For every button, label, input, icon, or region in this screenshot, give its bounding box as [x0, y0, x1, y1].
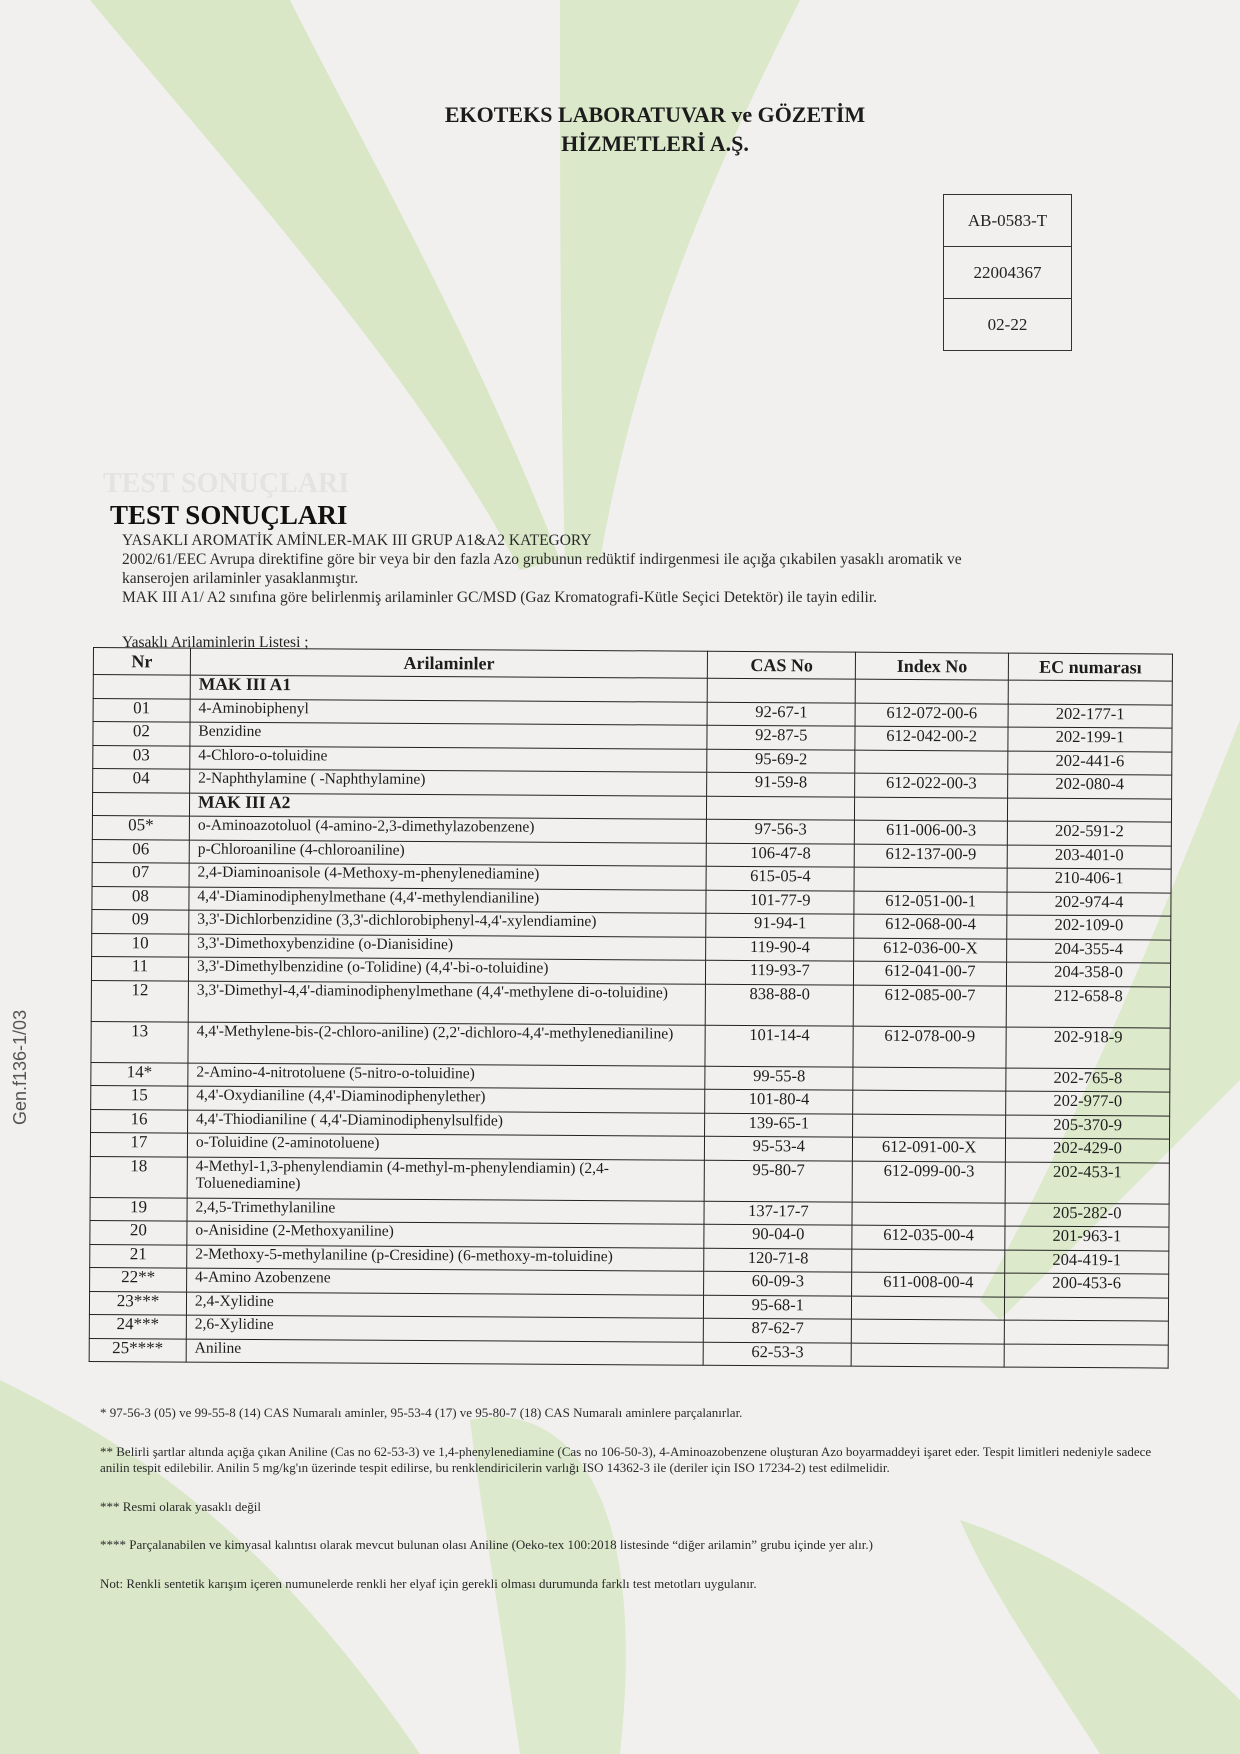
cell-index: 612-078-00-9 — [853, 1026, 1006, 1068]
cell-nr: 03 — [93, 745, 190, 769]
cell-index: 612-035-00-4 — [852, 1225, 1005, 1249]
cell-index — [855, 750, 1008, 774]
cell-index — [852, 1296, 1005, 1320]
cell-index: 611-008-00-4 — [852, 1272, 1005, 1296]
cell-name: o-Toluidine (2-aminotoluene) — [187, 1133, 705, 1160]
header-arilaminler: Arilaminler — [190, 648, 708, 678]
footnote-1: * 97-56-3 (05) ve 99-55-8 (14) CAS Numaralı aminler, 95-53-4 (17) ve 95-80-7 (18) CAS Numaralı aminlere parçalanırlar. — [100, 1405, 743, 1420]
cell-cas: 101-77-9 — [706, 890, 854, 914]
cell-name: 3,3'-Dimethoxybenzidine (o-Dianisidine) — [189, 934, 707, 961]
cell-index: 612-041-00-7 — [854, 961, 1007, 985]
cell-ec: 202-453-1 — [1005, 1162, 1169, 1204]
cell-cas: 101-14-4 — [705, 1025, 853, 1067]
cell-ec — [1004, 1344, 1168, 1369]
cell-name: 4,4'-Oxydianiline (4,4'-Diaminodiphenylether) — [188, 1086, 706, 1113]
cell-cas: 838-88-0 — [706, 984, 854, 1026]
cell-ec: 202-080-4 — [1008, 774, 1172, 799]
cell-nr: 24*** — [89, 1314, 186, 1338]
cell-nr: 21 — [90, 1244, 187, 1268]
cell-ec: 204-355-4 — [1007, 939, 1171, 964]
empty-cell — [707, 796, 855, 820]
cell-name: 2-Amino-4-nitrotoluene (5-nitro-o-toluidine) — [188, 1063, 706, 1090]
cell-index: 612-022-00-3 — [855, 773, 1008, 797]
cell-cas: 95-69-2 — [707, 749, 855, 773]
page-title: TEST SONUÇLARI — [110, 500, 348, 530]
cell-cas: 615-05-4 — [706, 866, 854, 890]
cell-nr: 05* — [92, 815, 189, 839]
cell-cas: 95-53-4 — [705, 1136, 853, 1160]
cell-nr: 10 — [92, 933, 189, 957]
cell-cas: 120-71-8 — [704, 1248, 852, 1272]
cell-name: 2-Naphthylamine ( -Naphthylamine) — [190, 769, 708, 796]
header-ec: EC numarası — [1008, 653, 1172, 681]
cell-index — [852, 1249, 1005, 1273]
table-row — [91, 1021, 1170, 1069]
cell-ec — [1004, 1320, 1168, 1345]
cell-nr: 22** — [90, 1267, 187, 1291]
footnote-5: Not: Renkli sentetik karışım içeren numunelerde renkli her elyaf için gerekli olması durumunda farklı test metotları uygulanır. — [100, 1575, 757, 1591]
list-caption: Yasaklı Arilaminlerin Listesi ; — [122, 634, 309, 651]
intro-line1: YASAKLI AROMATİK AMİNLER-MAK III GRUP A1&A2 KATEGORY — [122, 532, 592, 549]
cell-nr: 11 — [91, 956, 188, 980]
intro-line2: 2002/61/EEC Avrupa direktifine göre bir veya bir den fazla Azo grubunun redüktif indirgenmesi ile açığa çıkabilen yasaklı aromatik ve — [122, 551, 962, 568]
cell-nr: 19 — [90, 1197, 187, 1221]
cell-cas: 95-68-1 — [704, 1295, 852, 1319]
cell-cas: 91-94-1 — [706, 913, 854, 937]
cell-cas: 137-17-7 — [704, 1201, 852, 1225]
cell-ec: 204-419-1 — [1005, 1250, 1169, 1275]
cell-index: 612-051-00-1 — [854, 891, 1007, 915]
cell-index — [853, 1090, 1006, 1114]
document-code: AB-0583-T — [944, 195, 1071, 247]
cell-name: 4-Amino Azobenzene — [187, 1268, 705, 1295]
group-label: MAK III A2 — [189, 793, 707, 820]
cell-name: 4,4'-Thiodianiline ( 4,4'-Diaminodiphenylsulfide) — [187, 1110, 705, 1137]
footnote-2: ** Belirli şartlar altında açığa çıkan Aniline (Cas no 62-53-3) ve 1,4-phenylenediamine (Cas no 106-50-3), 4-Aminoazobenzene oluşturan Azo boyarmaddeyi işaret eder. Tespit limitleri nedeniyle sadece anilin tespit edilebilir. Anilin 5 mg/kg'ın üzerinde tespit edilirse, bu renklendiricilerin varlığı ISO 14362-3 ile (deriler için ISO 17234-2) test edilmelidir. — [100, 1443, 1152, 1475]
cell-name: 2,4,5-Trimethylaniline — [187, 1198, 705, 1225]
cell-name: Aniline — [186, 1339, 704, 1366]
cell-ec — [1004, 1297, 1168, 1322]
empty-cell — [708, 678, 856, 702]
cell-cas: 97-56-3 — [707, 819, 855, 843]
intro-line4: MAK III A1/ A2 sınıfına göre belirlenmiş arilaminler GC/MSD (Gaz Kromatografi-Kütle Seçici Detektör) ile tayin edilir. — [122, 589, 878, 606]
arylamine-table — [89, 647, 1173, 1369]
cell-cas: 90-04-0 — [704, 1224, 852, 1248]
cell-ec: 202-177-1 — [1008, 704, 1172, 729]
cell-index: 612-137-00-9 — [854, 844, 1007, 868]
cell-cas: 119-90-4 — [706, 937, 854, 961]
cell-ec: 202-441-6 — [1008, 751, 1172, 776]
cell-nr: 20 — [90, 1220, 187, 1244]
cell-cas: 91-59-8 — [707, 772, 855, 796]
cell-index — [852, 1319, 1005, 1343]
cell-ec: 202-199-1 — [1008, 727, 1172, 752]
cell-cas: 62-53-3 — [704, 1342, 852, 1366]
footnotes — [100, 1405, 1180, 1614]
cell-cas: 139-65-1 — [705, 1113, 853, 1137]
cell-index — [852, 1202, 1005, 1226]
cell-ec: 202-429-0 — [1005, 1138, 1169, 1163]
cell-name: 3,3'-Dimethylbenzidine (o-Tolidine) (4,4'-bi-o-toluidine) — [188, 957, 706, 984]
cell-name: Benzidine — [190, 722, 708, 749]
cell-index — [853, 1114, 1006, 1138]
empty-cell — [93, 675, 190, 699]
cell-index: 612-068-00-4 — [854, 914, 1007, 938]
cell-index: 612-085-00-7 — [853, 985, 1006, 1027]
cell-nr: 25**** — [89, 1338, 186, 1362]
document-code-box — [943, 194, 1072, 351]
cell-index — [854, 867, 1007, 891]
empty-cell — [1008, 798, 1172, 823]
cell-index: 612-072-00-6 — [855, 703, 1008, 727]
cell-ec: 203-401-0 — [1007, 845, 1171, 870]
company-name-line1: EKOTEKS LABORATUVAR ve GÖZETİM — [444, 102, 866, 127]
cell-ec: 205-370-9 — [1006, 1115, 1170, 1140]
cell-name: 4,4'-Diaminodiphenylmethane (4,4'-methylendianiline) — [189, 887, 707, 914]
cell-index: 612-099-00-3 — [852, 1161, 1005, 1203]
cell-cas: 119-93-7 — [706, 960, 854, 984]
cell-name: 3,3'-Dimethyl-4,4'-diaminodiphenylmethane (4,4'-methylene di-o-toluidine) — [188, 981, 706, 1025]
ghost-title: TEST SONUÇLARI — [103, 468, 350, 499]
cell-name: p-Chloroaniline (4-chloroaniline) — [189, 840, 707, 867]
cell-cas: 92-87-5 — [707, 725, 855, 749]
cell-nr: 06 — [92, 839, 189, 863]
cell-nr: 07 — [92, 862, 189, 886]
cell-name: o-Aminoazotoluol (4-amino-2,3-dimethylazobenzene) — [189, 816, 707, 843]
cell-name: 4-Aminobiphenyl — [190, 699, 708, 726]
table-body — [89, 675, 1172, 1369]
cell-nr: 13 — [91, 1021, 188, 1063]
cell-nr: 08 — [92, 886, 189, 910]
cell-nr: 17 — [90, 1132, 187, 1156]
table-row — [90, 1156, 1169, 1204]
cell-ec: 210-406-1 — [1007, 868, 1171, 893]
cell-ec: 202-974-4 — [1007, 892, 1171, 917]
cell-nr: 15 — [91, 1085, 188, 1109]
cell-ec: 205-282-0 — [1005, 1203, 1169, 1228]
cell-nr: 02 — [93, 722, 190, 746]
company-name-line2: HİZMETLERİ A.Ş. — [561, 131, 749, 156]
cell-nr: 18 — [90, 1156, 187, 1198]
cell-cas: 92-67-1 — [707, 702, 855, 726]
cell-nr: 12 — [91, 980, 188, 1022]
cell-ec: 202-765-8 — [1006, 1068, 1170, 1093]
cell-index: 612-042-00-2 — [855, 726, 1008, 750]
cell-name: 2-Methoxy-5-methylaniline (p-Cresidine) (6-methoxy-m-toluidine) — [187, 1245, 705, 1272]
cell-name: o-Anisidine (2-Methoxyaniline) — [187, 1221, 705, 1248]
cell-ec: 201-963-1 — [1005, 1226, 1169, 1251]
cell-ec: 202-977-0 — [1006, 1091, 1170, 1116]
cell-ec: 202-918-9 — [1006, 1027, 1170, 1069]
cell-cas: 87-62-7 — [704, 1318, 852, 1342]
form-code: Gen.f136-1/03 — [10, 1009, 30, 1125]
cell-nr: 09 — [92, 909, 189, 933]
cell-nr: 04 — [93, 769, 190, 793]
empty-cell — [92, 792, 189, 816]
cell-name: 2,4-Xylidine — [186, 1292, 704, 1319]
cell-cas: 106-47-8 — [707, 843, 855, 867]
cell-index — [853, 1067, 1006, 1091]
cell-cas: 99-55-8 — [705, 1066, 853, 1090]
empty-cell — [1008, 680, 1172, 705]
intro-text — [122, 531, 1122, 607]
header-cas: CAS No — [708, 651, 856, 679]
intro-line3: kanserojen arilaminler yasaklanmıştır. — [122, 570, 359, 587]
cell-ec: 202-591-2 — [1007, 821, 1171, 846]
cell-cas: 101-80-4 — [705, 1089, 853, 1113]
cell-name: 2,4-Diaminoanisole (4-Methoxy-m-phenylenediamine) — [189, 863, 707, 890]
cell-index: 612-036-00-X — [854, 938, 1007, 962]
footnote-3: *** Resmi olarak yasaklı değil — [100, 1498, 262, 1514]
empty-cell — [855, 679, 1008, 703]
cell-cas: 60-09-3 — [704, 1271, 852, 1295]
cell-index — [851, 1343, 1004, 1367]
table-row — [91, 980, 1170, 1028]
cell-nr: 23*** — [89, 1291, 186, 1315]
cell-ec: 200-453-6 — [1005, 1273, 1169, 1298]
cell-nr: 16 — [91, 1109, 188, 1133]
cell-name: 4-Chloro-o-toluidine — [190, 746, 708, 773]
cell-index: 611-006-00-3 — [855, 820, 1008, 844]
cell-name: 4-Methyl-1,3-phenylendiamin (4-methyl-m-phenylendiamin) (2,4-Toluenediamine) — [187, 1157, 705, 1201]
report-number: 22004367 — [944, 247, 1071, 299]
cell-ec: 202-109-0 — [1007, 915, 1171, 940]
cell-nr: 14* — [91, 1062, 188, 1086]
company-header — [0, 100, 1240, 158]
cell-ec: 212-658-8 — [1006, 986, 1170, 1028]
cell-name: 4,4'-Methylene-bis-(2-chloro-aniline) (2,2'-dichloro-4,4'-methylenedianiline) — [188, 1022, 706, 1066]
cell-ec: 204-358-0 — [1007, 962, 1171, 987]
empty-cell — [855, 797, 1008, 821]
cell-index: 612-091-00-X — [853, 1137, 1006, 1161]
cell-name: 3,3'-Dichlorbenzidine (3,3'-dichlorobiphenyl-4,4'-xylendiamine) — [189, 910, 707, 937]
header-index: Index No — [856, 652, 1009, 680]
header-nr: Nr — [93, 648, 190, 676]
footnote-4: **** Parçalanabilen ve kimyasal kalıntısı olarak mevcut bulunan olası Aniline (Oeko-tex 100:2018 listesinde “diğer arilamin” grubu içinde yer alır.) — [100, 1537, 873, 1552]
revision-date: 02-22 — [987, 315, 1028, 334]
cell-name: 2,6-Xylidine — [186, 1315, 704, 1342]
group-label: MAK III A1 — [190, 675, 708, 702]
cell-nr: 01 — [93, 698, 190, 722]
cell-cas: 95-80-7 — [705, 1160, 853, 1202]
